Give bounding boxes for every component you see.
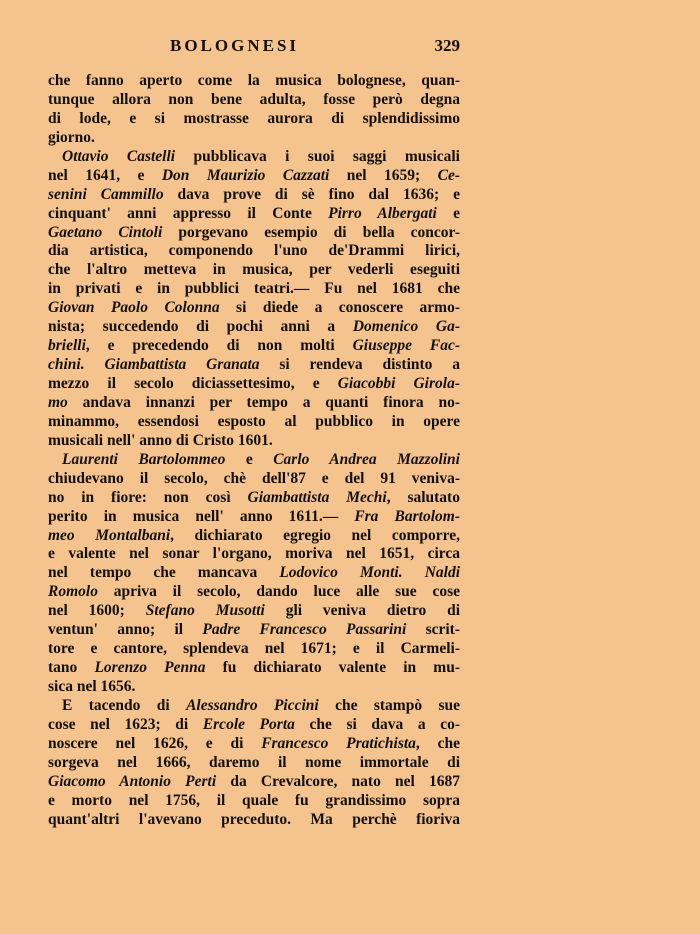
text-segment: che fanno aperto come la musica bolognese, quan- [48, 72, 460, 89]
text-segment: apriva il secolo, dando luce alle sue cose [97, 583, 460, 601]
italic-name: Giuseppe Fac- [352, 337, 460, 355]
text-line [48, 318, 460, 337]
text-segment: cinquant' anni appresso il Conte [48, 204, 329, 222]
text-segment: in privati e in pubblici teatri.— Fu nel 1681 che [48, 280, 460, 298]
text-line [48, 186, 460, 205]
text-line [48, 659, 460, 678]
text-line [48, 735, 460, 754]
text-line [48, 754, 460, 773]
text-line [48, 337, 460, 356]
italic-name: Ottavio Castelli [62, 147, 176, 165]
text-segment: tunque allora non bene adulta, fosse però degna [48, 90, 460, 108]
text-line [48, 91, 460, 110]
text-line [48, 451, 460, 470]
italic-name: senini Cammillo [48, 185, 164, 203]
italic-name: Don Maurizio Cazzati [161, 166, 330, 184]
italic-name: Lodovico Monti. Naldi [279, 564, 460, 582]
italic-name: Laurenti Bartolommeo [62, 450, 226, 468]
text-line [48, 811, 460, 830]
text-line [48, 148, 460, 167]
text-segment: , e precedendo di non molti [85, 337, 353, 355]
italic-name: Romolo [48, 583, 98, 601]
italic-name: Stefano Musotti [145, 602, 265, 620]
italic-name: Fra Bartolom- [354, 507, 460, 525]
text-segment: chiudevano il secolo, chè dell'87 e del 91 veniva- [48, 469, 460, 487]
italic-name: mo [48, 393, 68, 411]
text-line [48, 508, 460, 527]
text-segment: , salutato [386, 488, 460, 506]
text-segment: nel 1600; [48, 602, 146, 620]
italic-name: Ercole Porta [202, 715, 295, 733]
running-title: BOLOGNESI [170, 36, 300, 55]
text-segment: porgevano esempio di bella concor- [162, 223, 460, 241]
text-segment: cose nel 1623; di [48, 715, 203, 733]
text-line [48, 583, 460, 602]
text-segment: , dichiarato egregio nel comporre, [170, 526, 460, 544]
text-line [48, 716, 460, 735]
text-segment: si diede a conoscere armo- [219, 299, 460, 317]
page-number: 329 [434, 36, 460, 55]
italic-name: Padre Francesco Passarini [202, 621, 407, 639]
italic-name: Lorenzo Penna [94, 659, 206, 677]
text-line [48, 697, 460, 716]
text-line [48, 394, 460, 413]
text-line [48, 129, 460, 148]
italic-name: Ce- [437, 166, 460, 184]
text-segment: e [225, 450, 274, 468]
text-line [48, 356, 460, 375]
text-segment: minammo, essendosi esposto al pubblico in opere [48, 412, 460, 430]
text-line [48, 602, 460, 621]
text-segment: che stampò sue [318, 696, 460, 714]
text-segment: tano [48, 659, 95, 677]
italic-name: Giacobbi Girola- [337, 375, 460, 392]
italic-name: chini. Giambattista Granata [48, 356, 260, 374]
italic-name: Pirro Albergati [328, 204, 437, 222]
text-segment: ventun' anno; il [48, 621, 203, 639]
text-line [48, 773, 460, 792]
text-segment: musicali nell' anno di Cristo 1601. [48, 431, 273, 449]
text-segment: da Crevalcore, nato nel 1687 [216, 772, 460, 790]
text-segment: noscere nel 1626, e di [48, 734, 262, 752]
text-line [48, 678, 460, 697]
italic-name: Gaetano Cintoli [48, 223, 163, 241]
text-segment: e valente nel sonar l'organo, moriva nel 1651, circa [48, 545, 460, 563]
text-line [48, 261, 460, 280]
text-segment: e [436, 204, 460, 222]
text-segment: , che [415, 734, 460, 752]
text-line [48, 470, 460, 489]
italic-name: meo Montalbani [48, 526, 171, 544]
text-segment: E tacendo di [62, 696, 187, 714]
text-line [48, 280, 460, 299]
text-segment: perito in musica nell' anno 1611.— [48, 507, 355, 525]
text-line [48, 792, 460, 811]
italic-name: Alessandro Piccini [186, 696, 319, 714]
text-segment: fu dichiarato valente in mu- [205, 659, 460, 677]
text-segment: dia artistica, componendo l'uno de'Drammi lirici, [48, 242, 460, 260]
text-line [48, 545, 460, 564]
text-segment: nista; succedendo di pochi anni a [48, 318, 353, 336]
text-segment: di lode, e si mostrasse aurora di splendidissimo [48, 109, 460, 127]
text-line [48, 640, 460, 659]
italic-name: Giambattista Mechi [247, 488, 387, 506]
text-line [48, 167, 460, 186]
text-segment: giorno. [48, 128, 95, 146]
text-line [48, 299, 460, 318]
page-header [48, 30, 460, 60]
text-segment: sica nel 1656. [48, 678, 136, 695]
text-line [48, 527, 460, 546]
italic-name: Francesco Pratichista [261, 734, 416, 752]
text-line [48, 110, 460, 129]
text-segment: tore e cantore, splendeva nel 1671; e il Carmeli- [48, 640, 460, 658]
text-line [48, 621, 460, 640]
text-line [48, 432, 460, 451]
italic-name: Giovan Paolo Colonna [48, 299, 220, 317]
text-line [48, 72, 460, 91]
text-line [48, 242, 460, 261]
italic-name: Giacomo Antonio Perti [48, 772, 217, 790]
text-line [48, 224, 460, 243]
text-segment: e morto nel 1756, il quale fu grandissimo sopra [48, 791, 460, 809]
text-segment: scrit- [406, 621, 460, 639]
text-segment: che si dava a co- [294, 715, 460, 733]
text-segment: dava prove di sè fino dal 1636; e [163, 185, 460, 203]
text-segment: quant'altri l'avevano preceduto. Ma perchè fioriva [48, 810, 460, 828]
text-segment: pubblicava i suoi saggi musicali [175, 147, 460, 165]
body-text [48, 72, 460, 830]
text-line [48, 564, 460, 583]
text-segment: sorgeva nel 1666, daremo il nome immortale di [48, 753, 460, 771]
text-segment: si rendeva distinto a [259, 356, 460, 374]
text-segment: no in fiore: non così [48, 488, 248, 506]
text-segment: nel 1641, e [48, 166, 162, 184]
text-segment: che l'altro metteva in musica, per vederli eseguiti [48, 261, 460, 279]
text-segment: gli veniva dietro di [264, 602, 460, 620]
italic-name: Domenico Ga- [352, 318, 460, 336]
text-line [48, 489, 460, 508]
text-line [48, 413, 460, 432]
text-segment: nel 1659; [329, 166, 438, 184]
text-segment: mezzo il secolo diciassettesimo, e [48, 375, 338, 392]
italic-name: brielli [48, 337, 86, 355]
text-line [48, 205, 460, 224]
text-line [48, 375, 460, 394]
italic-name: Carlo Andrea Mazzolini [273, 450, 460, 468]
text-segment: andava innanzi per tempo a quanti finora no- [67, 393, 460, 411]
text-segment: nel tempo che mancava [48, 564, 280, 582]
